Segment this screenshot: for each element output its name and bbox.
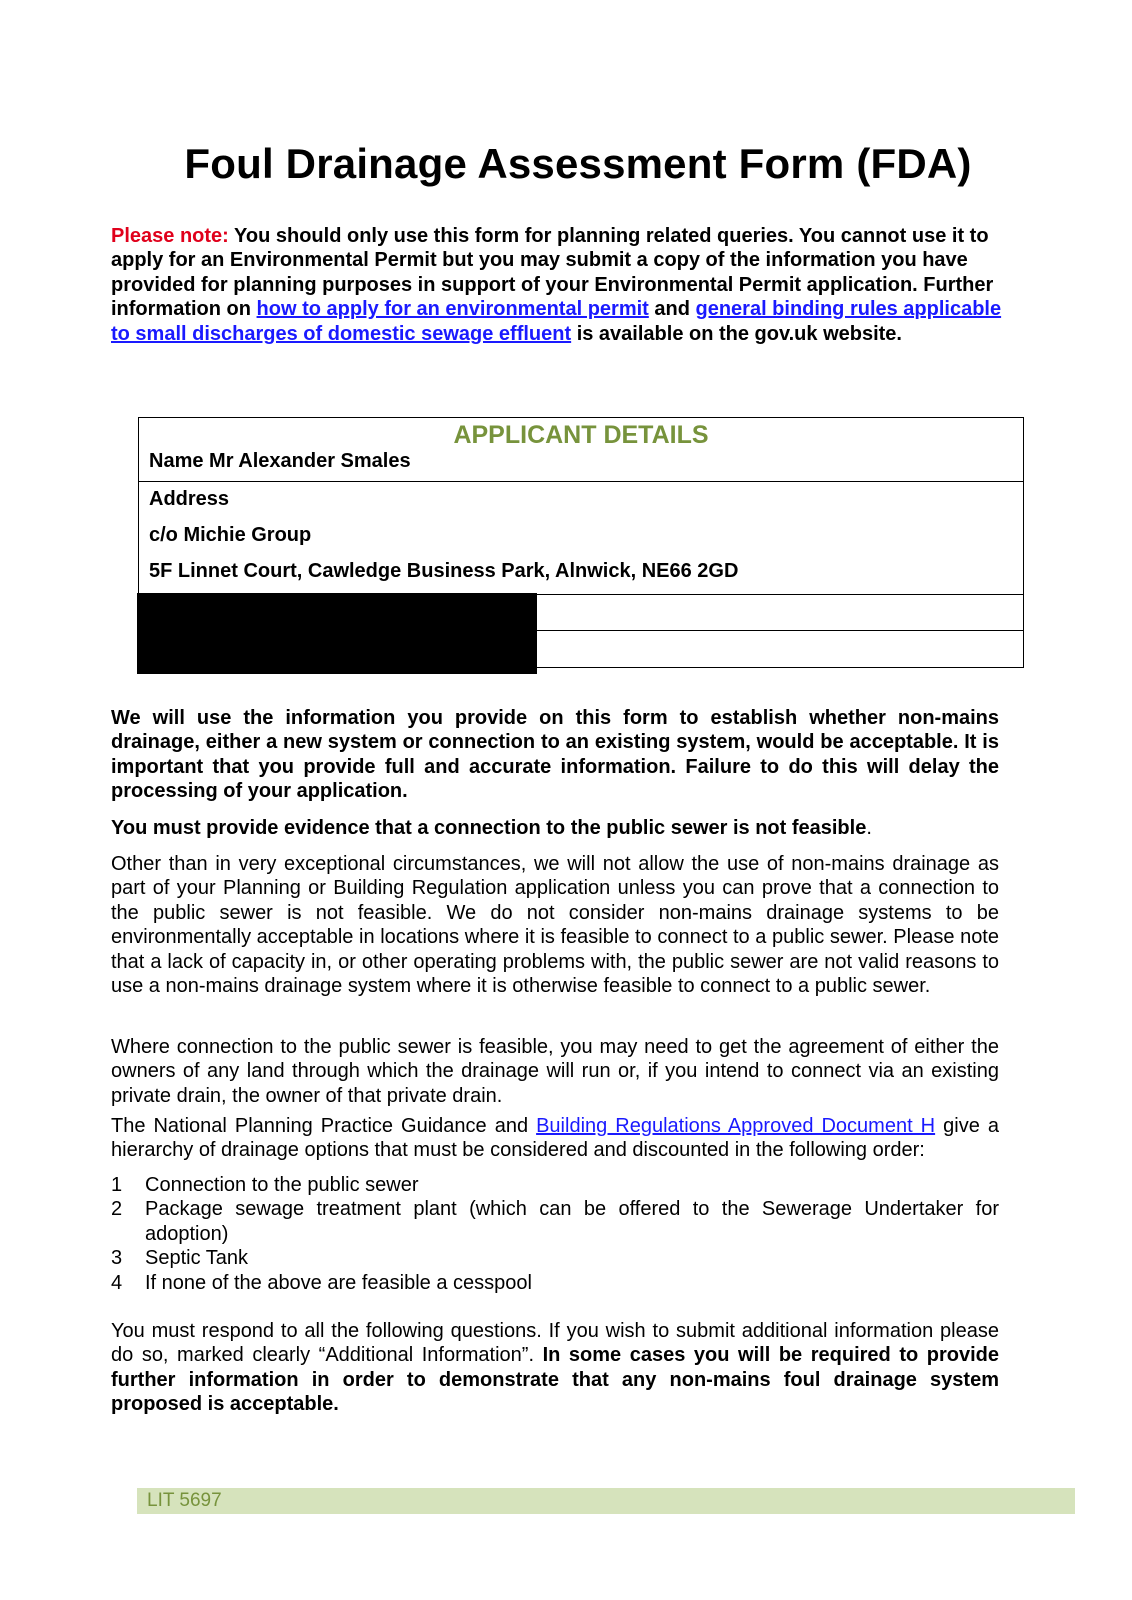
address-line-2: 5F Linnet Court, Cawledge Business Park, Alnwick, NE66 2GD	[149, 560, 739, 582]
intro-paragraph: We will use the information you provide on this form to establish whether non-mains drainage, either a new system or connection to an existing system, would be acceptable. It is important that you provide full and accurate information. Failure to do this will delay the processing of your application.	[111, 707, 999, 803]
address-label: Address	[149, 488, 230, 510]
address-line-1: c/o Michie Group	[149, 524, 312, 546]
list-item	[111, 1271, 999, 1295]
respond-bold-text: In some cases you will be required to provide further information in order to demonstrate that any non-mains foul drainage system proposed is acceptable.	[111, 1344, 1000, 1416]
hierarchy-text-2: give a hierarchy of drainage options that must be considered and discounted in the following order:	[111, 1115, 999, 1162]
hierarchy-paragraph	[111, 1114, 999, 1163]
evidence-paragraph	[111, 816, 999, 840]
list-item-text: Connection to the public sewer	[145, 1174, 419, 1196]
exceptional-circumstances-paragraph: Other than in very exceptional circumstances, we will not allow the use of non-mains drainage as part of your Planning or Building Regulation application unless you can prove that a connection to the public sewer is not feasible. We do not consider non-mains drainage systems to be environmentally acceptable in locations where it is feasible to connect to a public sewer. Please note that a lack of capacity in, or other operating problems with, the public sewer are not valid reasons to use a non-mains drainage system where it is otherwise feasible to connect to a public sewer.	[111, 853, 999, 998]
respond-text: You must respond to all the following questions. If you wish to submit additional information please do so, marked clearly “Additional Information”.	[111, 1320, 999, 1367]
note-text-3: is available on the gov.uk website.	[571, 322, 902, 345]
applicant-details-heading: APPLICANT DETAILS	[453, 421, 709, 449]
respond-paragraph	[111, 1319, 999, 1417]
list-item-number: 2	[111, 1198, 123, 1221]
note-text-2: and	[648, 298, 696, 321]
list-item	[111, 1246, 999, 1270]
evidence-statement: You must provide evidence that a connection to the public sewer is not feasible	[111, 817, 867, 839]
list-item-text: If none of the above are feasible a cesspool	[145, 1271, 532, 1294]
list-item-number: 4	[111, 1271, 123, 1294]
list-item-text: Package sewage treatment plant (which can be offered to the Sewerage Undertaker for adoption)	[145, 1198, 999, 1245]
drainage-options-list	[111, 1173, 999, 1295]
applicant-name: Name Mr Alexander Smales	[149, 450, 411, 472]
note-text-1: You should only use this form for planning related queries. You cannot use it to apply for an Environmental Permit but you may submit a copy of the information you have provided for planning purposes in support of your Environmental Permit application. Further information on	[111, 225, 994, 321]
page-title: Foul Drainage Assessment Form (FDA)	[184, 140, 972, 187]
please-note-paragraph	[111, 224, 1011, 346]
footer-lit-code: LIT 5697	[137, 1488, 1075, 1514]
row-divider	[139, 481, 1023, 482]
list-item-number: 1	[111, 1174, 123, 1196]
please-note-label: Please note:	[111, 225, 229, 247]
list-item-number: 3	[111, 1247, 123, 1270]
list-item-text: Septic Tank	[145, 1247, 249, 1270]
hierarchy-text-1: The National Planning Practice Guidance and	[111, 1115, 537, 1137]
list-item	[111, 1173, 999, 1197]
connection-agreement-paragraph: Where connection to the public sewer is feasible, you may need to get the agreement of either the owners of any land through which the drainage will run or, if you intend to connect via an existing private drain, the owner of that private drain.	[111, 1036, 999, 1107]
evidence-period: .	[866, 817, 872, 839]
general-binding-rules-link[interactable]: general binding rules applicable to small discharges of domestic sewage effluent	[111, 298, 1002, 345]
redaction-block	[137, 593, 537, 674]
approved-document-h-link[interactable]: Building Regulations Approved Document H	[536, 1115, 936, 1137]
list-item	[111, 1197, 999, 1246]
environmental-permit-link[interactable]: how to apply for an environmental permit	[256, 298, 649, 321]
